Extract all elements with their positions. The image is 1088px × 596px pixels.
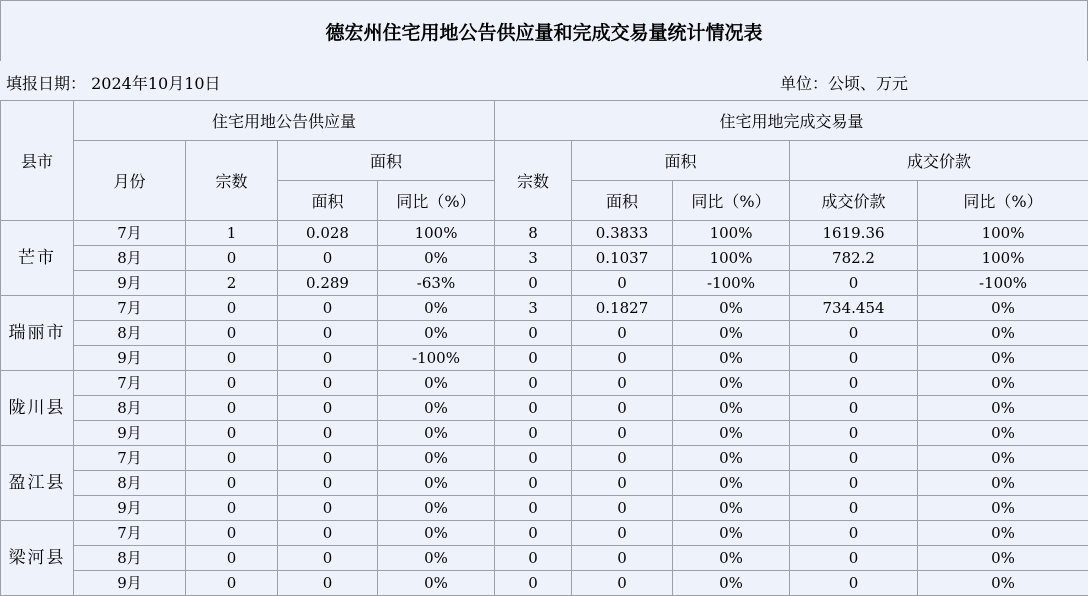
cell-count: 1	[186, 221, 278, 246]
table-row	[1, 546, 1088, 571]
county-name: 瑞丽市	[1, 296, 74, 371]
statistics-table	[0, 100, 1088, 596]
cell-area: 0	[278, 346, 378, 371]
cell-price-yoy: 100%	[918, 221, 1088, 246]
table-row	[1, 296, 1088, 321]
cell-deal-area: 0	[572, 346, 673, 371]
cell-month: 7月	[74, 296, 186, 321]
county-name: 芒市	[1, 221, 74, 296]
header-deal-group: 住宅用地完成交易量	[495, 101, 1088, 141]
table-row	[1, 421, 1088, 446]
county-name: 陇川县	[1, 371, 74, 446]
cell-count: 0	[186, 571, 278, 596]
table-row	[1, 271, 1088, 296]
cell-price-yoy: 100%	[918, 246, 1088, 271]
cell-month: 9月	[74, 496, 186, 521]
cell-deal-area-yoy: 0%	[673, 321, 790, 346]
cell-price-yoy: 0%	[918, 546, 1088, 571]
cell-deal-area-yoy: 0%	[673, 571, 790, 596]
cell-deal-count: 0	[495, 496, 572, 521]
cell-deal-area-yoy: 100%	[673, 221, 790, 246]
cell-price: 0	[790, 571, 918, 596]
cell-yoy: -63%	[378, 271, 495, 296]
cell-count: 0	[186, 446, 278, 471]
cell-month: 8月	[74, 321, 186, 346]
cell-price-yoy: 0%	[918, 571, 1088, 596]
cell-yoy: 0%	[378, 371, 495, 396]
cell-area: 0	[278, 521, 378, 546]
cell-month: 7月	[74, 371, 186, 396]
table-row	[1, 446, 1088, 471]
cell-deal-count: 0	[495, 396, 572, 421]
cell-deal-area-yoy: 0%	[673, 421, 790, 446]
cell-yoy: 0%	[378, 521, 495, 546]
cell-yoy: 0%	[378, 246, 495, 271]
cell-yoy: 100%	[378, 221, 495, 246]
cell-yoy: 0%	[378, 496, 495, 521]
cell-yoy: 0%	[378, 321, 495, 346]
cell-deal-area-yoy: -100%	[673, 271, 790, 296]
cell-price-yoy: 0%	[918, 296, 1088, 321]
cell-deal-count: 0	[495, 321, 572, 346]
header-price: 成交价款	[790, 141, 1088, 181]
cell-month: 7月	[74, 521, 186, 546]
cell-area: 0	[278, 496, 378, 521]
cell-area: 0.028	[278, 221, 378, 246]
header-supply-group: 住宅用地公告供应量	[74, 101, 495, 141]
cell-price-yoy: 0%	[918, 446, 1088, 471]
cell-deal-count: 0	[495, 521, 572, 546]
cell-price: 0	[790, 396, 918, 421]
table-row	[1, 221, 1088, 246]
cell-area: 0.289	[278, 271, 378, 296]
table-row	[1, 371, 1088, 396]
cell-deal-count: 0	[495, 346, 572, 371]
cell-price: 0	[790, 421, 918, 446]
report-meta	[0, 61, 1088, 100]
cell-deal-area: 0	[572, 396, 673, 421]
header-deal-area-yoy: 同比（%）	[673, 181, 790, 221]
cell-deal-count: 8	[495, 221, 572, 246]
cell-month: 8月	[74, 396, 186, 421]
cell-month: 9月	[74, 271, 186, 296]
cell-price: 0	[790, 446, 918, 471]
cell-area: 0	[278, 246, 378, 271]
cell-price-yoy: 0%	[918, 496, 1088, 521]
cell-deal-area-yoy: 0%	[673, 396, 790, 421]
cell-count: 0	[186, 346, 278, 371]
cell-area: 0	[278, 396, 378, 421]
cell-area: 0	[278, 421, 378, 446]
table-row	[1, 571, 1088, 596]
table-row	[1, 246, 1088, 271]
cell-price-yoy: 0%	[918, 346, 1088, 371]
table-row	[1, 471, 1088, 496]
cell-count: 0	[186, 396, 278, 421]
cell-area: 0	[278, 546, 378, 571]
cell-yoy: 0%	[378, 396, 495, 421]
header-area-sub: 面积	[278, 181, 378, 221]
cell-price-yoy: 0%	[918, 421, 1088, 446]
cell-yoy: 0%	[378, 446, 495, 471]
cell-yoy: 0%	[378, 571, 495, 596]
fill-date-label: 填报日期：	[6, 74, 87, 93]
header-count: 宗数	[186, 141, 278, 221]
header-deal-area: 面积	[572, 141, 790, 181]
cell-count: 0	[186, 421, 278, 446]
cell-price: 1619.36	[790, 221, 918, 246]
cell-price: 782.2	[790, 246, 918, 271]
header-price-sub: 成交价款	[790, 181, 918, 221]
fill-date-value: 2024年10月10日	[91, 74, 221, 93]
header-area: 面积	[278, 141, 495, 181]
cell-price: 0	[790, 546, 918, 571]
cell-deal-area: 0	[572, 471, 673, 496]
cell-month: 8月	[74, 246, 186, 271]
cell-deal-area: 0.3833	[572, 221, 673, 246]
cell-price: 0	[790, 371, 918, 396]
cell-deal-area-yoy: 0%	[673, 496, 790, 521]
cell-yoy: 0%	[378, 546, 495, 571]
cell-deal-area-yoy: 0%	[673, 346, 790, 371]
cell-deal-area-yoy: 0%	[673, 296, 790, 321]
table-row	[1, 346, 1088, 371]
cell-yoy: -100%	[378, 346, 495, 371]
cell-deal-area: 0	[572, 446, 673, 471]
cell-deal-area-yoy: 0%	[673, 446, 790, 471]
page-title: 德宏州住宅用地公告供应量和完成交易量统计情况表	[0, 0, 1088, 61]
table-row	[1, 496, 1088, 521]
cell-price-yoy: -100%	[918, 271, 1088, 296]
cell-price: 0	[790, 496, 918, 521]
cell-area: 0	[278, 321, 378, 346]
cell-deal-count: 3	[495, 296, 572, 321]
cell-deal-count: 3	[495, 246, 572, 271]
cell-deal-area: 0	[572, 421, 673, 446]
cell-price-yoy: 0%	[918, 471, 1088, 496]
table-row	[1, 521, 1088, 546]
cell-price: 0	[790, 521, 918, 546]
cell-month: 9月	[74, 571, 186, 596]
cell-month: 7月	[74, 221, 186, 246]
cell-deal-count: 0	[495, 371, 572, 396]
table-row	[1, 396, 1088, 421]
cell-deal-count: 0	[495, 421, 572, 446]
cell-month: 8月	[74, 546, 186, 571]
cell-yoy: 0%	[378, 296, 495, 321]
header-deal-area-sub: 面积	[572, 181, 673, 221]
table-row	[1, 321, 1088, 346]
cell-deal-area-yoy: 100%	[673, 246, 790, 271]
cell-price-yoy: 0%	[918, 396, 1088, 421]
cell-count: 0	[186, 521, 278, 546]
cell-yoy: 0%	[378, 471, 495, 496]
cell-count: 0	[186, 296, 278, 321]
cell-deal-count: 0	[495, 471, 572, 496]
cell-count: 0	[186, 371, 278, 396]
cell-deal-area-yoy: 0%	[673, 546, 790, 571]
cell-deal-count: 0	[495, 446, 572, 471]
cell-deal-area: 0.1827	[572, 296, 673, 321]
cell-count: 0	[186, 546, 278, 571]
cell-price: 0	[790, 321, 918, 346]
cell-count: 0	[186, 321, 278, 346]
cell-deal-area: 0	[572, 546, 673, 571]
cell-deal-area: 0	[572, 496, 673, 521]
cell-deal-area-yoy: 0%	[673, 521, 790, 546]
cell-price: 0	[790, 471, 918, 496]
cell-count: 0	[186, 471, 278, 496]
cell-month: 8月	[74, 471, 186, 496]
header-yoy: 同比（%）	[378, 181, 495, 221]
cell-area: 0	[278, 371, 378, 396]
cell-area: 0	[278, 296, 378, 321]
cell-price-yoy: 0%	[918, 321, 1088, 346]
header-deal-count: 宗数	[495, 141, 572, 221]
cell-deal-area: 0	[572, 371, 673, 396]
cell-month: 9月	[74, 346, 186, 371]
cell-price: 734.454	[790, 296, 918, 321]
cell-count: 0	[186, 246, 278, 271]
header-price-yoy: 同比（%）	[918, 181, 1088, 221]
cell-month: 9月	[74, 421, 186, 446]
cell-count: 2	[186, 271, 278, 296]
cell-deal-area-yoy: 0%	[673, 471, 790, 496]
cell-price-yoy: 0%	[918, 521, 1088, 546]
cell-price-yoy: 0%	[918, 371, 1088, 396]
cell-month: 7月	[74, 446, 186, 471]
county-name: 盈江县	[1, 446, 74, 521]
cell-deal-area: 0.1037	[572, 246, 673, 271]
cell-deal-count: 0	[495, 271, 572, 296]
cell-price: 0	[790, 271, 918, 296]
cell-count: 0	[186, 496, 278, 521]
cell-deal-area: 0	[572, 521, 673, 546]
cell-area: 0	[278, 471, 378, 496]
header-month: 月份	[74, 141, 186, 221]
cell-area: 0	[278, 571, 378, 596]
cell-yoy: 0%	[378, 421, 495, 446]
county-name: 梁河县	[1, 521, 74, 596]
cell-area: 0	[278, 446, 378, 471]
header-county: 县市	[1, 101, 74, 221]
cell-deal-area: 0	[572, 271, 673, 296]
cell-deal-area-yoy: 0%	[673, 371, 790, 396]
cell-price: 0	[790, 346, 918, 371]
cell-deal-count: 0	[495, 546, 572, 571]
cell-deal-count: 0	[495, 571, 572, 596]
fill-date	[6, 71, 221, 94]
cell-deal-area: 0	[572, 321, 673, 346]
unit-label: 单位：公顷、万元	[780, 74, 909, 93]
cell-deal-area: 0	[572, 571, 673, 596]
